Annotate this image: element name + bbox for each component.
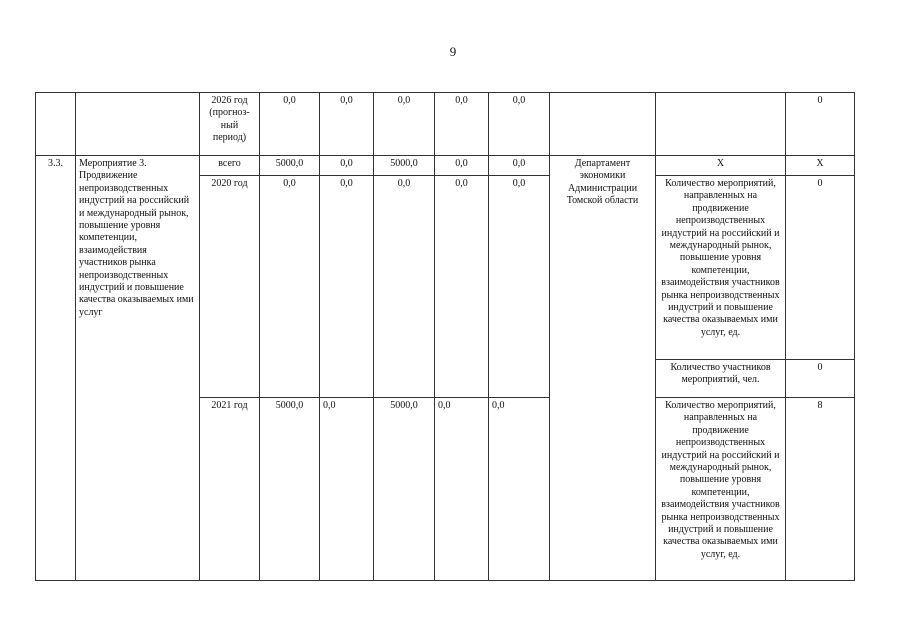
value-cell: 0,0 [320,398,374,581]
indicator-value: X [786,156,855,176]
value-cell: 5000,0 [260,398,320,581]
indicator-value: 8 [786,398,855,581]
value-cell: 0,0 [489,176,550,398]
value-cell: 5000,0 [260,156,320,176]
indicator-value: 0 [786,176,855,360]
value-cell: 0,0 [374,176,435,398]
page-number: 9 [449,44,457,59]
table-row-forecast [36,93,855,156]
value-cell: 0,0 [435,156,489,176]
cell-executor-empty [550,93,656,156]
value-cell: 0,0 [489,398,550,581]
indicator-name: Количество мероприятий, направленных на продвижение непроизводственных индустрий на российский и международный рынок, повышение уровня компетенции, взаимодействия участников рынка непроизводственных индустрий и повышение качества оказываемых ими услуг, ед. [656,176,786,360]
indicator-name: Количество мероприятий, направленных на продвижение непроизводственных индустрий на российский и международный рынок, повышение уровня компетенции, взаимодействия участников рынка непроизводственных индустрий и повышение качества оказываемых ими услуг, ед. [656,398,786,581]
value-cell: 0,0 [260,176,320,398]
indicator-name: X [656,156,786,176]
indicator-value: 0 [786,360,855,398]
cell-name-empty [76,93,200,156]
value-cell: 0,0 [489,93,550,156]
year-label: всего [200,156,260,176]
value-cell: 0,0 [320,176,374,398]
value-cell: 5000,0 [374,398,435,581]
measure-number: 3.3. [36,156,76,581]
cell-number-empty [36,93,76,156]
executor: Департамент экономики Администрации Томской области [550,156,656,581]
table-row-total [36,156,855,176]
value-cell: 0,0 [320,156,374,176]
program-table [35,92,855,581]
year-label: 2026 год (прогноз-ный период) [200,93,260,156]
value-cell: 0,0 [435,398,489,581]
value-cell: 0,0 [260,93,320,156]
value-cell: 0,0 [374,93,435,156]
indicator-value: 0 [786,93,855,156]
measure-name: Мероприятие 3. Продвижение непроизводственных индустрий на российский и международный рынок, повышение уровня компетенции, взаимодействия участников рынка непроизводственных индустрий и повышение качества оказываемых ими услуг [76,156,200,581]
indicator-name: Количество участников мероприятий, чел. [656,360,786,398]
year-label: 2020 год [200,176,260,398]
value-cell: 0,0 [320,93,374,156]
value-cell: 5000,0 [374,156,435,176]
value-cell: 0,0 [489,156,550,176]
year-label: 2021 год [200,398,260,581]
cell-indicator-empty [656,93,786,156]
value-cell: 0,0 [435,93,489,156]
value-cell: 0,0 [435,176,489,398]
